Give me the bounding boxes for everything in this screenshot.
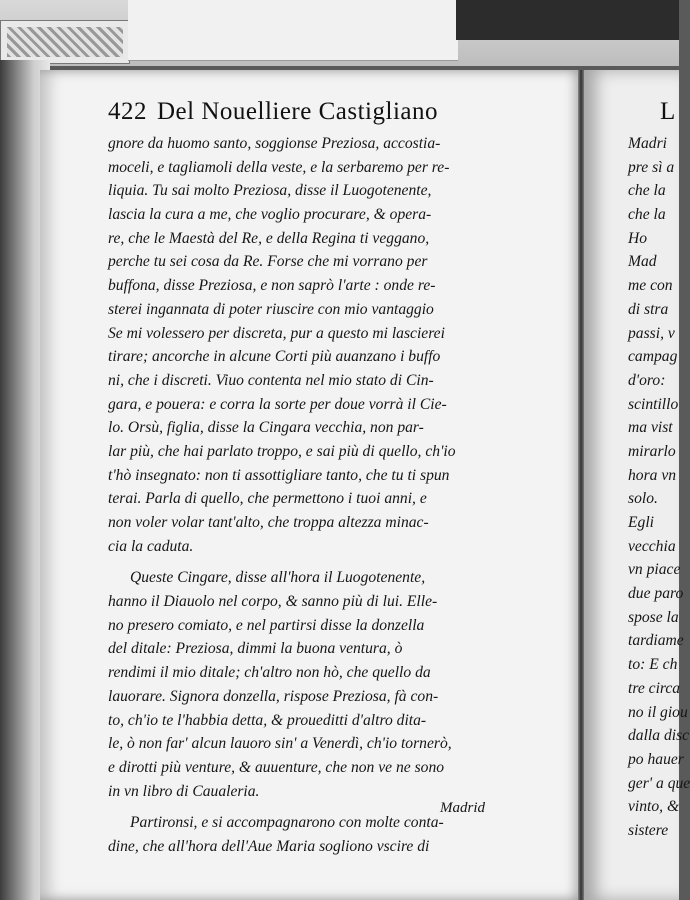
text-line: di stra	[628, 300, 669, 318]
text-line: t'hò insegnato: non ti assottigliare tanto, che tu ti spun	[108, 466, 450, 484]
text-line: in vn libro di Caualeria.	[108, 782, 260, 800]
text-line: no presero comiato, e nel partirsi disse la donzella	[108, 616, 425, 634]
text-line: terai. Parla di quello, che permettono i tuoi anni, e	[108, 490, 427, 508]
text-line: cia la caduta.	[108, 537, 194, 555]
text-line: tre circa	[628, 679, 681, 697]
text-line: ni, che i discreti. Viuo contenta nel mio stato di Cin-	[108, 371, 434, 389]
text-line: hora vn	[628, 466, 677, 484]
text-line: rendimi il mio ditale; ch'altro non hò, che quello da	[108, 664, 431, 682]
text-line: che la	[628, 182, 666, 200]
text-line: pre sì a	[628, 158, 675, 176]
text-line: vecchia	[628, 537, 676, 555]
text-line: scintillo	[628, 395, 679, 413]
text-line: lascia la cura a me, che voglio procurare, & opera-	[108, 206, 432, 224]
text-line: che la	[628, 206, 666, 224]
text-line: sistere	[628, 821, 669, 839]
text-line: to: E ch	[628, 656, 678, 674]
text-line: Madri	[628, 135, 667, 152]
text-line: dalla disc	[628, 727, 690, 745]
text-line: Mad	[628, 253, 657, 271]
text-line: re, che le Maestà del Re, e della Regina ti veggano,	[108, 229, 430, 247]
text-line: tardiame	[628, 632, 684, 650]
catchword: Madrid	[440, 800, 485, 816]
text-line: d'oro:	[628, 371, 666, 389]
text-line: ger' a que	[628, 774, 690, 792]
text-line: lauorare. Signora donzella, rispose Preziosa, fà con-	[108, 687, 439, 705]
text-line: vn piace	[628, 561, 681, 579]
dark-background	[456, 0, 679, 40]
text-line: perche tu sei cosa da Re. Forse che mi vorrano per	[108, 253, 428, 271]
text-line: Ho	[628, 229, 648, 247]
paper-tape	[128, 0, 458, 61]
ornamental-label	[0, 20, 130, 64]
text-line: e dirotti più venture, & auuenture, che non ve ne sono	[108, 758, 445, 776]
text-line: no il giou	[628, 703, 688, 721]
text-line: moceli, e tagliamoli della veste, e la serbaremo per re-	[108, 158, 450, 176]
page-number: 422	[108, 98, 147, 125]
right-running-head: L	[660, 98, 676, 125]
text-line: vinto, &	[628, 798, 680, 816]
body-text	[108, 132, 528, 859]
running-head	[108, 98, 538, 132]
text-line: me con	[628, 277, 673, 295]
text-line: Se mi volessero per discreta, pur a questo mi lascierei	[108, 324, 445, 342]
right-page-text	[628, 132, 690, 843]
text-line: spose la	[628, 608, 679, 626]
text-line: due paro	[628, 585, 684, 603]
text-line: gnore da huomo santo, soggionse Preziosa, accostia-	[108, 135, 441, 152]
text-line: tirare; ancorche in alcune Corti più auanzano i buffo	[108, 348, 441, 366]
text-line: lar più, che hai parlato troppo, e sai più di quello, ch'io	[108, 442, 456, 460]
text-line: to, ch'io te l'habbia detta, & proueditti d'altro dita-	[108, 711, 427, 729]
text-line: passi, v	[628, 324, 675, 342]
text-line: Egli	[628, 514, 654, 531]
text-line: del ditale: Preziosa, dimmi la buona ventura, ò	[108, 640, 403, 658]
text-line: liquia. Tu sai molto Preziosa, disse il Luogotenente,	[108, 182, 432, 200]
running-head-title: Del Nouelliere Castigliano	[157, 98, 438, 125]
background-strip	[0, 0, 679, 66]
text-line: Queste Cingare, disse all'hora il Luogotenente,	[130, 569, 426, 587]
text-line: solo.	[628, 490, 658, 508]
text-line: Partironsi, e si accompagnarono con molte conta-	[130, 814, 444, 832]
text-line: campag	[628, 348, 678, 366]
text-line: mirarlo	[628, 442, 676, 460]
text-line: lo. Orsù, figlia, disse la Cingara vecchia, non par-	[108, 419, 424, 437]
text-line: non voler volar tant'alto, che troppa altezza minac-	[108, 514, 429, 531]
text-line: buffona, disse Preziosa, e non saprò l'arte : onde re-	[108, 277, 436, 295]
text-line: ma vist	[628, 419, 673, 437]
text-line: sterei ingannata di poter riuscire con mio vantaggio	[108, 300, 434, 318]
text-line: hanno il Diauolo nel corpo, & sanno più di lui. Elle-	[108, 593, 438, 611]
text-line: le, ò non far' alcun lauoro sin' a Venerdì, ch'io tornerò,	[108, 735, 452, 753]
text-line: po hauer	[628, 750, 684, 768]
text-line: gara, e pouera: e corra la sorte per doue vorrà il Cie-	[108, 395, 447, 413]
text-line: dine, che all'hora dell'Aue Maria sogliono vscire di	[108, 837, 430, 855]
